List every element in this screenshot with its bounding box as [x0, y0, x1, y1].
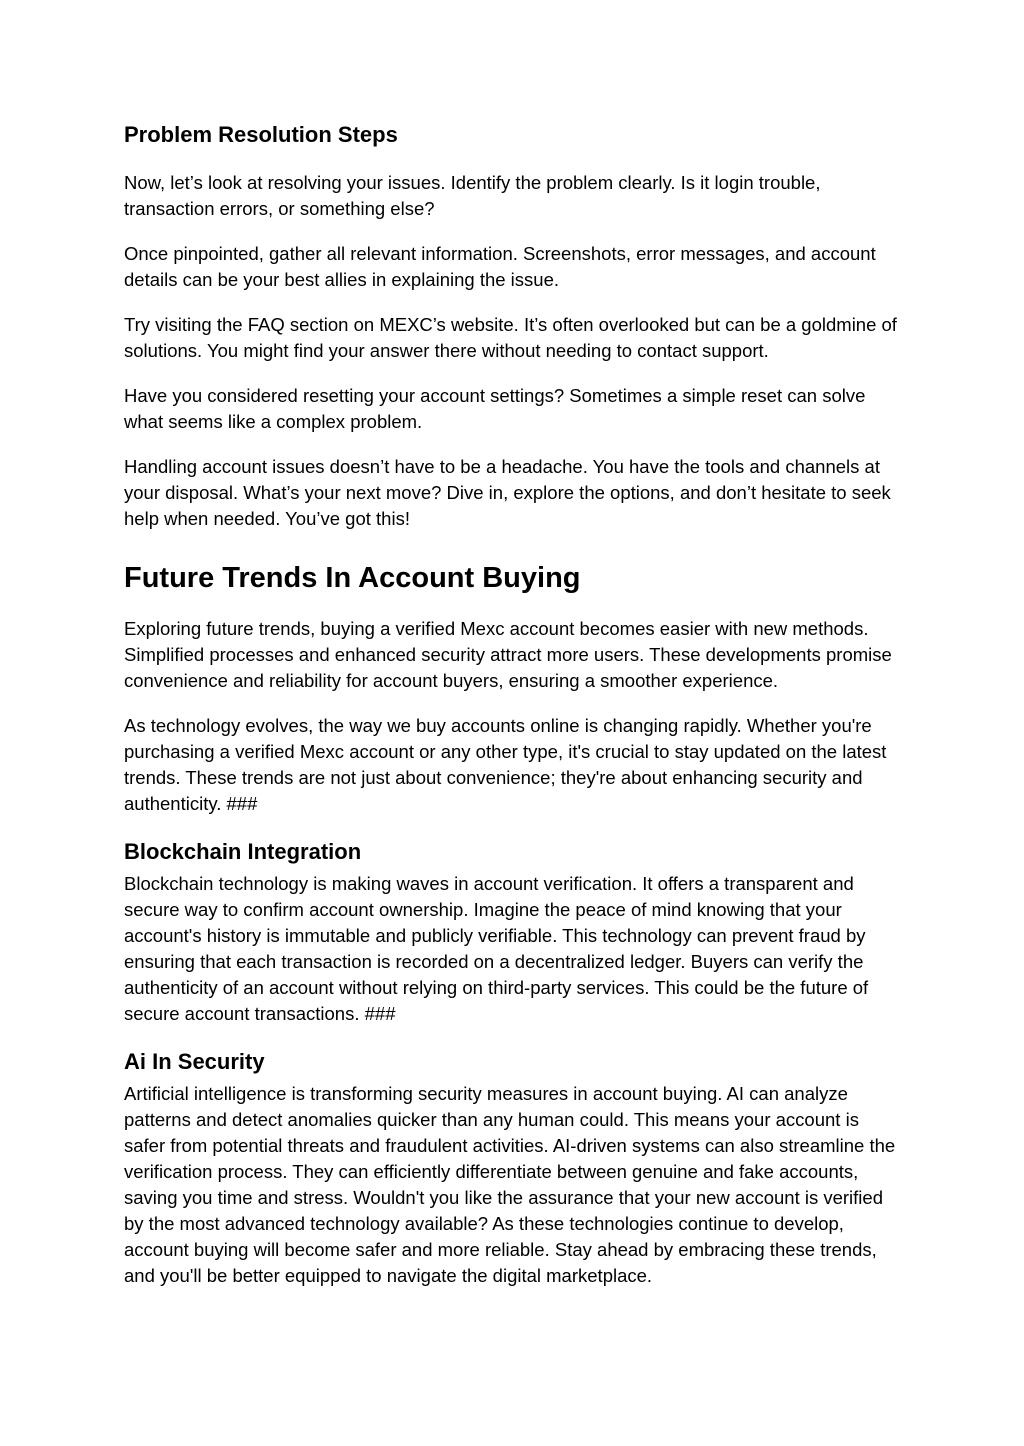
paragraph-faq-section: Try visiting the FAQ section on MEXC’s website. It’s often overlooked but can be a goldmine of solutions. You might find your answer there without needing to contact support.: [124, 314, 897, 361]
paragraph-reset-settings: Have you considered resetting your account settings? Sometimes a simple reset can solve what seems like a complex problem.: [124, 385, 866, 432]
paragraph-gather-information: Once pinpointed, gather all relevant information. Screenshots, error messages, and account details can be your best allies in explaining the issue.: [124, 243, 876, 290]
heading-blockchain-integration: Blockchain Integration: [124, 839, 362, 864]
heading-future-trends: Future Trends In Account Buying: [124, 562, 581, 594]
paragraph-handling-issues: Handling account issues doesn’t have to be a headache. You have the tools and channels at your disposal. What’s your next move? Dive in, explore the options, and don’t hesitate to seek help when needed. You’ve got this!: [124, 456, 891, 529]
paragraph-technology-evolves: As technology evolves, the way we buy accounts online is changing rapidly. Whether you're purchasing a verified Mexc account or any other type, it's crucial to stay updated on the latest trends. These trends are not just about convenience; they're about enhancing security and authenticity. ###: [124, 715, 887, 814]
paragraph-artificial-intelligence: Artificial intelligence is transforming security measures in account buying. AI can analyze patterns and detect anomalies quicker than any human could. This means your account is safer from potential threats and fraudulent activities. AI-driven systems can also streamline the verification process. They can efficiently differentiate between genuine and fake accounts, saving you time and stress. Wouldn't you like the assurance that your new account is verified by the most advanced technology available? As these technologies continue to develop, account buying will become safer and more reliable. Stay ahead by embracing these trends, and you'll be better equipped to navigate the digital marketplace.: [124, 1083, 896, 1286]
heading-ai-in-security: Ai In Security: [124, 1049, 265, 1074]
paragraph-blockchain-technology: Blockchain technology is making waves in account verification. It offers a transparent and secure way to confirm account ownership. Imagine the peace of mind knowing that your account's history is immutable and publicly verifiable. This technology can prevent fraud by ensuring that each transaction is recorded on a decentralized ledger. Buyers can verify the authenticity of an account without relying on third-party services. This could be the future of secure account transactions. ###: [124, 873, 869, 1024]
paragraph-identify-problem: Now, let’s look at resolving your issues. Identify the problem clearly. Is it login trouble, transaction errors, or something else?: [124, 172, 821, 219]
heading-problem-resolution-steps: Problem Resolution Steps: [124, 122, 398, 147]
paragraph-exploring-trends: Exploring future trends, buying a verified Mexc account becomes easier with new methods. Simplified processes and enhanced security attract more users. These developments promise convenience and reliability for account buyers, ensuring a smoother experience.: [124, 618, 892, 691]
document-content: [124, 122, 900, 1289]
